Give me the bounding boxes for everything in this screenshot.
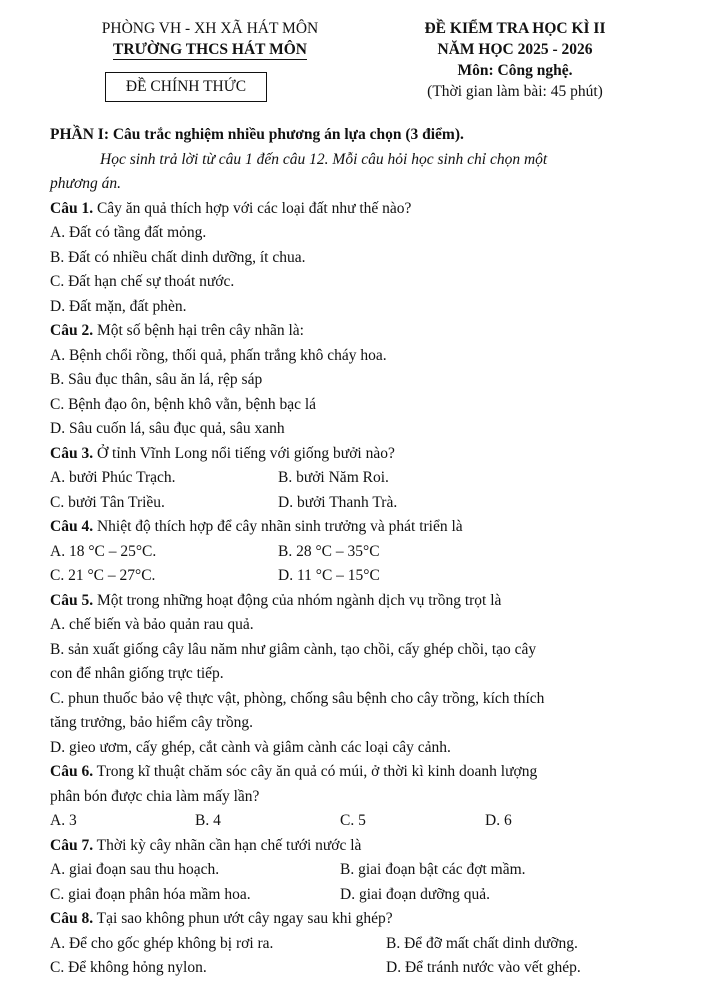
option-b: B. giai đoạn bật các đợt mầm. (340, 861, 526, 878)
question-8 (50, 907, 662, 932)
question-text: Một trong những hoạt động của nhóm ngành dịch vụ trồng trọt là (93, 591, 502, 609)
option-b: B. 28 °C – 35°C (278, 542, 380, 560)
school-year: NĂM HỌC 2025 - 2026 (437, 41, 593, 58)
option-a: A. Đất có tầng đất mỏng. (50, 224, 207, 241)
option-c-cont: tăng trưởng, bảo hiểm cây trồng. (50, 714, 253, 731)
option-b-cont: con để nhân giống trực tiếp. (50, 665, 224, 682)
options-row (50, 956, 662, 981)
exam-title: ĐỀ KIỂM TRA HỌC KÌ II (424, 20, 606, 37)
options-row (50, 564, 662, 589)
options-row (50, 883, 662, 908)
question-text: Ở tỉnh Vĩnh Long nổi tiếng với giống bưởi nào? (93, 444, 395, 462)
option-d: D. Đất mặn, đất phèn. (50, 297, 187, 315)
option-b: B. Để đỡ mất chất dinh dưỡng. (386, 934, 578, 952)
question-1 (50, 197, 662, 222)
option-c: C. Đất hạn chế sự thoát nước. (50, 273, 235, 290)
duration: (Thời gian làm bài: 45 phút) (427, 83, 603, 100)
option-c: C. Bệnh đạo ôn, bệnh khô vằn, bệnh bạc lá (50, 395, 317, 413)
option-a: A. bưởi Phúc Trạch. (50, 469, 176, 486)
question-number: Câu 2. (50, 322, 94, 339)
part-title: PHẦN I: Câu trắc nghiệm nhiều phương án lựa chọn (3 điểm). (50, 126, 464, 143)
header-left (50, 18, 370, 60)
question-number: Câu 8. (50, 910, 94, 927)
question-6 (50, 760, 662, 785)
question-2 (50, 319, 662, 344)
question-text: Nhiệt độ thích hợp để cây nhãn sinh trưởng và phát triển là (93, 518, 463, 535)
question-text: Một số bệnh hại trên cây nhãn là: (93, 322, 304, 339)
question-number: Câu 4. (50, 518, 94, 535)
option-c: C. phun thuốc bảo vệ thực vật, phòng, chống sâu bệnh cho cây trồng, kích thích (50, 689, 545, 707)
option-c: C. giai đoạn phân hóa mầm hoa. (50, 885, 251, 903)
option-c: C. 5 (340, 812, 366, 829)
question-number: Câu 3. (50, 444, 94, 462)
option-a: A. Bệnh chổi rồng, thối quả, phấn trắng khô cháy hoa. (50, 346, 387, 364)
option-b: B. bưởi Năm Roi. (278, 469, 389, 486)
option-b: B. sản xuất giống cây lâu năm như giâm cành, tạo chồi, cấy ghép chồi, tạo cây (50, 640, 537, 658)
options-row (50, 466, 662, 491)
option-a: A. giai đoạn sau thu hoạch. (50, 861, 220, 878)
question-4 (50, 515, 662, 540)
question-text: Trong kĩ thuật chăm sóc cây ăn quả có múi, ở thời kì kinh doanh lượng (93, 763, 538, 780)
question-text: Tại sao không phun ướt cây ngay sau khi ghép? (93, 910, 393, 927)
options-row (50, 858, 662, 883)
option-d: D. 11 °C – 15°C (278, 567, 380, 584)
question-text: Thời kỳ cây nhãn cần hạn chế tưới nước là (93, 836, 362, 854)
question-number: Câu 7. (50, 836, 94, 854)
option-c: C. bưởi Tân Triều. (50, 493, 165, 511)
instruction-line-1: Học sinh trả lời từ câu 1 đến câu 12. Mỗi câu hỏi học sinh chỉ chọn một (100, 150, 548, 168)
option-d: D. gieo ươm, cấy ghép, cắt cành và giâm cành các loại cây cảnh. (50, 738, 451, 756)
header-right (370, 18, 660, 102)
options-row (50, 932, 662, 957)
question-7 (50, 834, 662, 859)
option-a: A. chế biến và bảo quản rau quả. (50, 616, 254, 633)
question-number: Câu 1. (50, 199, 94, 217)
department-name: PHÒNG VH - XH XÃ HÁT MÔN (101, 20, 319, 37)
question-number: Câu 5. (50, 591, 94, 609)
option-a: A. Để cho gốc ghép không bị rơi ra. (50, 934, 274, 952)
question-5 (50, 589, 662, 614)
exam-content (50, 123, 662, 981)
school-name: TRƯỜNG THCS HÁT MÔN (113, 41, 307, 58)
options-row (50, 809, 662, 834)
options-row (50, 540, 662, 565)
question-text: Cây ăn quả thích hợp với các loại đất như thế nào? (93, 199, 412, 217)
option-d: D. Để tránh nước vào vết ghép. (386, 959, 581, 976)
option-d: D. Sâu cuốn lá, sâu đục quả, sâu xanh (50, 420, 285, 437)
option-c: C. 21 °C – 27°C. (50, 567, 156, 584)
option-d: D. 6 (485, 812, 512, 829)
options-row (50, 491, 662, 516)
option-a: A. 3 (50, 812, 77, 829)
instruction-line-2: phương án. (50, 175, 121, 192)
option-d: D. bưởi Thanh Trà. (278, 493, 398, 511)
option-b: B. Sâu đục thân, sâu ăn lá, rệp sáp (50, 371, 263, 388)
option-d: D. giai đoạn dưỡng quả. (340, 885, 491, 903)
question-number: Câu 6. (50, 763, 94, 780)
option-c: C. Để không hỏng nylon. (50, 959, 207, 976)
question-text-cont: phân bón được chia làm mấy lần? (50, 787, 260, 805)
option-b: B. Đất có nhiều chất dinh dưỡng, ít chua. (50, 248, 306, 266)
option-b: B. 4 (195, 812, 221, 829)
subject: Môn: Công nghệ. (457, 62, 573, 79)
option-a: A. 18 °C – 25°C. (50, 542, 157, 560)
official-badge: ĐỀ CHÍNH THỨC (105, 72, 267, 102)
question-3 (50, 442, 662, 467)
